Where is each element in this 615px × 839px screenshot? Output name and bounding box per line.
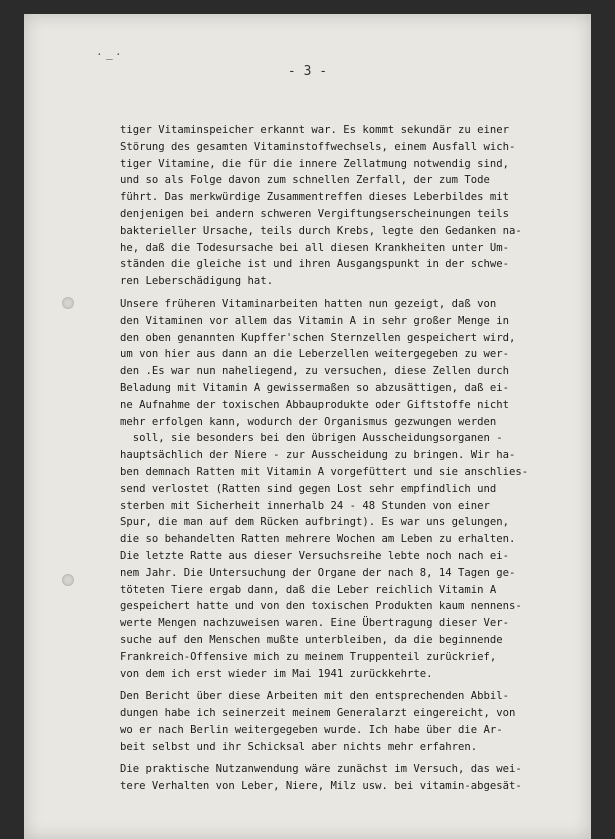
paragraph — [120, 122, 590, 290]
text-line: Spur, die man auf dem Rücken aufbringt). Es war uns gelungen, — [120, 516, 510, 529]
text-line: suche auf den Menschen mußte unterbleiben, da die beginnende — [120, 633, 503, 646]
text-line: dungen habe ich seinerzeit meinem Generalarzt eingereicht, von — [120, 707, 516, 720]
text-line: und so als Folge davon zum schnellen Zerfall, der zum Tode — [120, 174, 490, 187]
document-page — [24, 14, 591, 839]
paragraph — [120, 296, 590, 682]
document-body — [120, 122, 590, 801]
text-line: tiger Vitaminspeicher erkannt war. Es kommt sekundär zu einer — [120, 124, 510, 136]
paragraph — [120, 761, 590, 795]
text-line: von dem ich erst wieder im Mai 1941 zurückkehrte. — [120, 667, 433, 680]
text-line: Störung des gesamten Vitaminstoffwechsels, einem Ausfall wich- — [120, 140, 516, 153]
text-line: bakterieller Ursache, teils durch Krebs, legte den Gedanken na- — [120, 224, 522, 237]
text-line: wo er nach Berlin weitergegeben wurde. Ich habe über die Ar- — [120, 723, 503, 736]
text-line: hauptsächlich der Niere - zur Ausscheidung zu bringen. Wir ha- — [120, 449, 516, 462]
page-number: - 3 - — [287, 64, 328, 79]
text-line: den oben genannten Kupffer'schen Sternzellen gespeichert wird, — [120, 331, 516, 344]
text-line: die so behandelten Ratten mehrere Wochen am Leben zu erhalten. — [120, 533, 516, 546]
text-line: mehr erfolgen kann, wodurch der Organismus gezwungen werden — [120, 415, 497, 428]
text-line: töteten Tiere ergab dann, daß die Leber reichlich Vitamin A — [120, 583, 497, 596]
text-line: Den Bericht über diese Arbeiten mit den entsprechenden Abbil- — [120, 690, 510, 703]
punch-hole — [62, 297, 74, 309]
text-line: soll, sie besonders bei den übrigen Ausscheidungsorganen - — [120, 432, 503, 445]
text-line: tiger Vitamine, die für die innere Zellatmung notwendig sind, — [120, 157, 510, 170]
text-line: send verlostet (Ratten sind gegen Lost sehr empfindlich und — [120, 482, 497, 495]
text-line: führt. Das merkwürdige Zusammentreffen dieses Leberbildes mit — [120, 191, 510, 204]
text-line: ben demnach Ratten mit Vitamin A vorgefüttert und sie anschlies- — [120, 465, 529, 478]
text-line: beit selbst und ihr Schicksal aber nichts mehr erfahren. — [120, 740, 478, 753]
text-line: ständen die gleiche ist und ihren Ausgangspunkt in der schwe- — [120, 258, 510, 271]
text-line: den .Es war nun naheliegend, zu versuchen, diese Zellen durch — [120, 365, 510, 378]
text-line: Die praktische Nutzanwendung wäre zunächst im Versuch, das wei- — [120, 763, 522, 776]
text-line: Die letzte Ratte aus dieser Versuchsreihe lebte noch nach ei- — [120, 549, 510, 562]
text-line: tere Verhalten von Leber, Niere, Milz usw. bei vitamin-abgesät- — [120, 780, 522, 793]
text-line: Frankreich-Offensive mich zu meinem Truppenteil zurückrief, — [120, 650, 497, 663]
text-line: den Vitaminen vor allem das Vitamin A in sehr großer Menge in — [120, 314, 510, 327]
punch-hole — [62, 574, 74, 586]
text-line: gespeichert hatte und von den toxischen Produkten kaum nennens- — [120, 600, 522, 613]
text-line: Beladung mit Vitamin A gewissermaßen so abzusättigen, daß ei- — [120, 381, 510, 394]
text-line: um von hier aus dann an die Leberzellen weitergegeben zu wer- — [120, 348, 510, 361]
text-line: denjenigen bei andern schweren Vergiftungserscheinungen teils — [120, 207, 510, 220]
text-line: he, daß die Todesursache bei all diesen Krankheiten unter Um- — [120, 241, 510, 254]
text-line: sterben mit Sicherheit innerhalb 24 - 48 Stunden von einer — [120, 499, 490, 512]
text-line: werte Mengen nachzuweisen waren. Eine Übertragung dieser Ver- — [120, 617, 510, 630]
text-line: ren Leberschädigung hat. — [120, 275, 274, 288]
text-line: ne Aufnahme der toxischen Abbauprodukte oder Giftstoffe nicht — [120, 398, 510, 411]
text-line: Unsere früheren Vitaminarbeiten hatten nun gezeigt, daß von — [120, 297, 497, 310]
paragraph — [120, 688, 590, 755]
text-line: nem Jahr. Die Untersuchung der Organe der nach 8, 14 Tagen ge- — [120, 566, 516, 579]
corner-mark: · ͟ · — [96, 48, 123, 61]
